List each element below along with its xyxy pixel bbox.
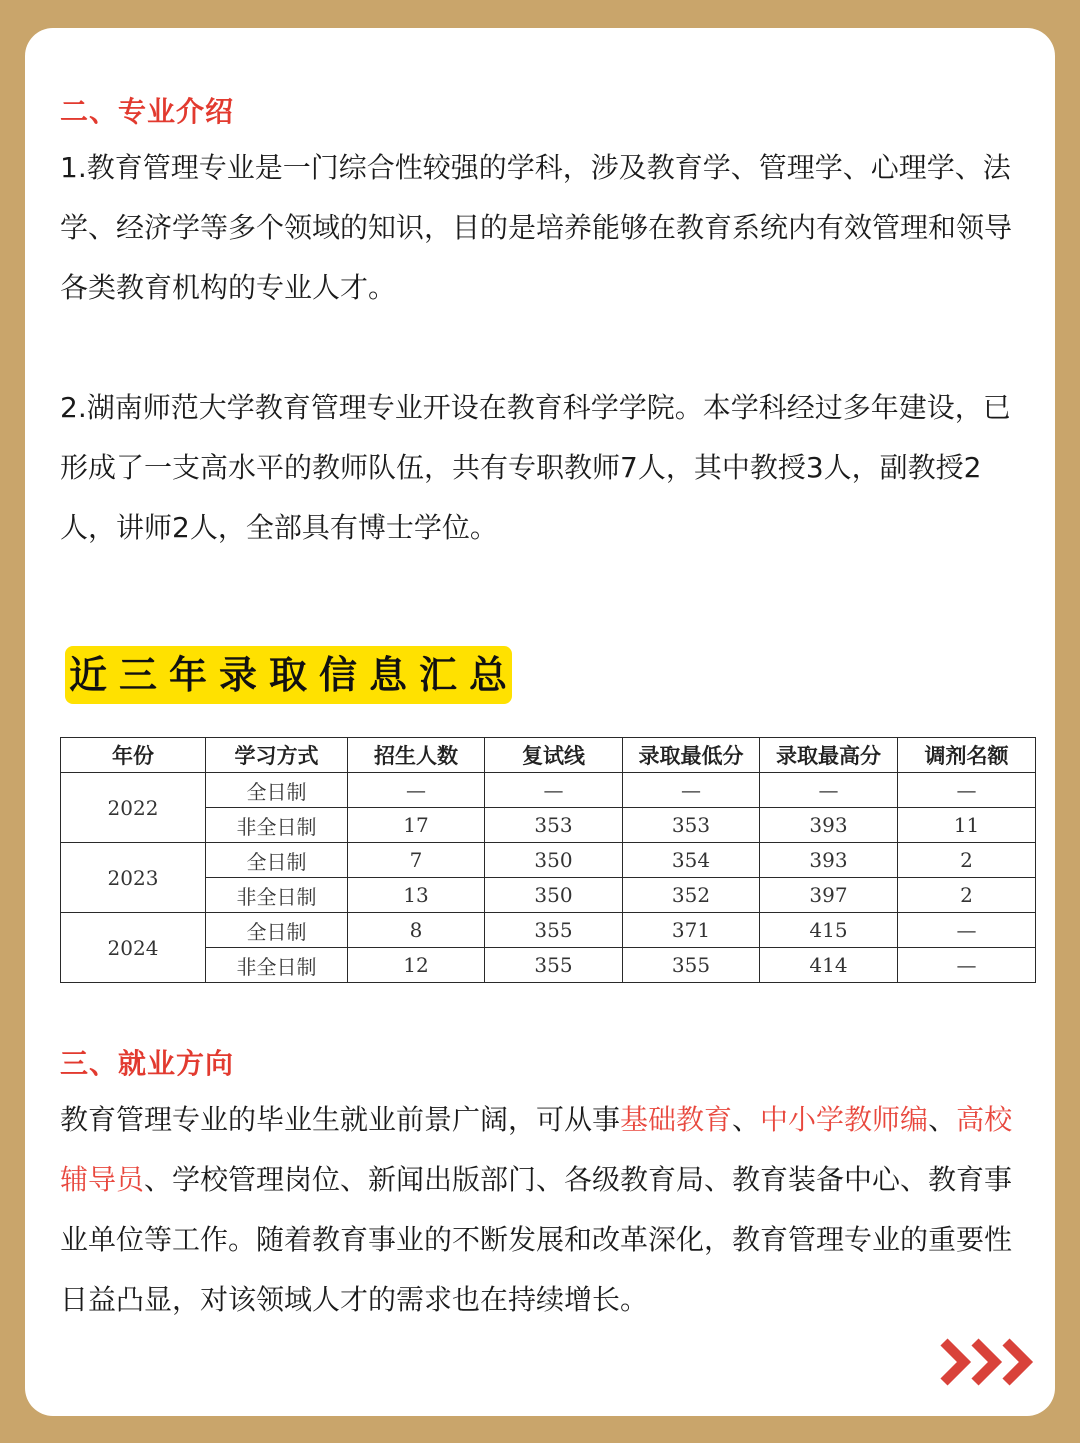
admission-table [60,737,1036,983]
study-mode-cell: 非全日制 [206,948,348,983]
table-row [61,948,1036,983]
employment-text: 教育管理专业的毕业生就业前景广阔，可从事 [60,1103,621,1136]
table-cell: 371 [623,913,760,948]
table-cell: 393 [760,808,898,843]
table-cell: 12 [348,948,485,983]
table-cell: — [623,773,760,808]
employment-text: 、学校管理岗位、新闻出版部门、各级教育局、教育装备中心、教育事业单位等工作。随着教育事业的不断发展和改革深化，教育管理专业的重要性日益凸显，对该领域人才的需求也在持续增长。 [60,1163,1013,1316]
table-header-cell: 年份 [61,738,206,773]
table-cell: 355 [623,948,760,983]
table-cell: 17 [348,808,485,843]
table-header-cell: 调剂名额 [898,738,1036,773]
table-cell: 355 [485,948,623,983]
table-cell: — [898,773,1036,808]
table-cell: — [348,773,485,808]
table-cell: — [485,773,623,808]
table-header-cell: 录取最低分 [623,738,760,773]
table-row [61,913,1036,948]
table-cell: 350 [485,878,623,913]
table-cell: — [898,913,1036,948]
table-cell: 7 [348,843,485,878]
paragraph-major-overview: 1.教育管理专业是一门综合性较强的学科，涉及教育学、管理学、心理学、法学、经济学等多个领域的知识，目的是培养能够在教育系统内有效管理和领导各类教育机构的专业人才。 [60,151,1013,304]
table-header-cell: 录取最高分 [760,738,898,773]
table-cell: 11 [898,808,1036,843]
table-cell: 8 [348,913,485,948]
study-mode-cell: 全日制 [206,913,348,948]
employment-separator: 、 [732,1103,761,1136]
section-title-employment: 三、就业方向 [60,1047,235,1080]
highlight-school-teacher: 中小学教师编 [760,1103,929,1136]
table-cell: 2 [898,878,1036,913]
section-title-major-intro: 二、专业介绍 [60,95,235,128]
year-cell: 2022 [61,773,206,843]
highlight-basic-education: 基础教育 [620,1103,733,1136]
study-mode-cell: 全日制 [206,843,348,878]
table-row [61,773,1036,808]
table-header-cell: 招生人数 [348,738,485,773]
table-row [61,843,1036,878]
table-header-cell: 复试线 [485,738,623,773]
table-cell: 352 [623,878,760,913]
table-row [61,808,1036,843]
study-mode-cell: 非全日制 [206,808,348,843]
table-cell: 13 [348,878,485,913]
highlight-college-counselor: 高校辅导员 [60,1103,1013,1196]
table-header-row [61,738,1036,773]
triple-chevron-right-icon [938,1336,1036,1392]
table-cell: — [898,948,1036,983]
table-cell: 354 [623,843,760,878]
table-cell: 355 [485,913,623,948]
table-cell: 350 [485,843,623,878]
table-cell: 415 [760,913,898,948]
employment-separator: 、 [928,1103,957,1136]
study-mode-cell: 全日制 [206,773,348,808]
paragraph-employment [60,1090,1020,1330]
study-mode-cell: 非全日制 [206,878,348,913]
table-row [61,878,1036,913]
table-cell: 2 [898,843,1036,878]
table-header-cell: 学习方式 [206,738,348,773]
year-cell: 2024 [61,913,206,983]
year-cell: 2023 [61,843,206,913]
table-cell: 414 [760,948,898,983]
table-cell: 353 [485,808,623,843]
table-cell: — [760,773,898,808]
table-cell: 393 [760,843,898,878]
admission-summary-banner: 近三年录取信息汇总 [65,646,512,704]
paragraph-faculty-info: 2.湖南师范大学教育管理专业开设在教育科学学院。本学科经过多年建设，已形成了一支高水平的教师队伍，共有专职教师7人，其中教授3人，副教授2人，讲师2人，全部具有博士学位。 [60,391,1011,544]
table-cell: 353 [623,808,760,843]
table-cell: 397 [760,878,898,913]
